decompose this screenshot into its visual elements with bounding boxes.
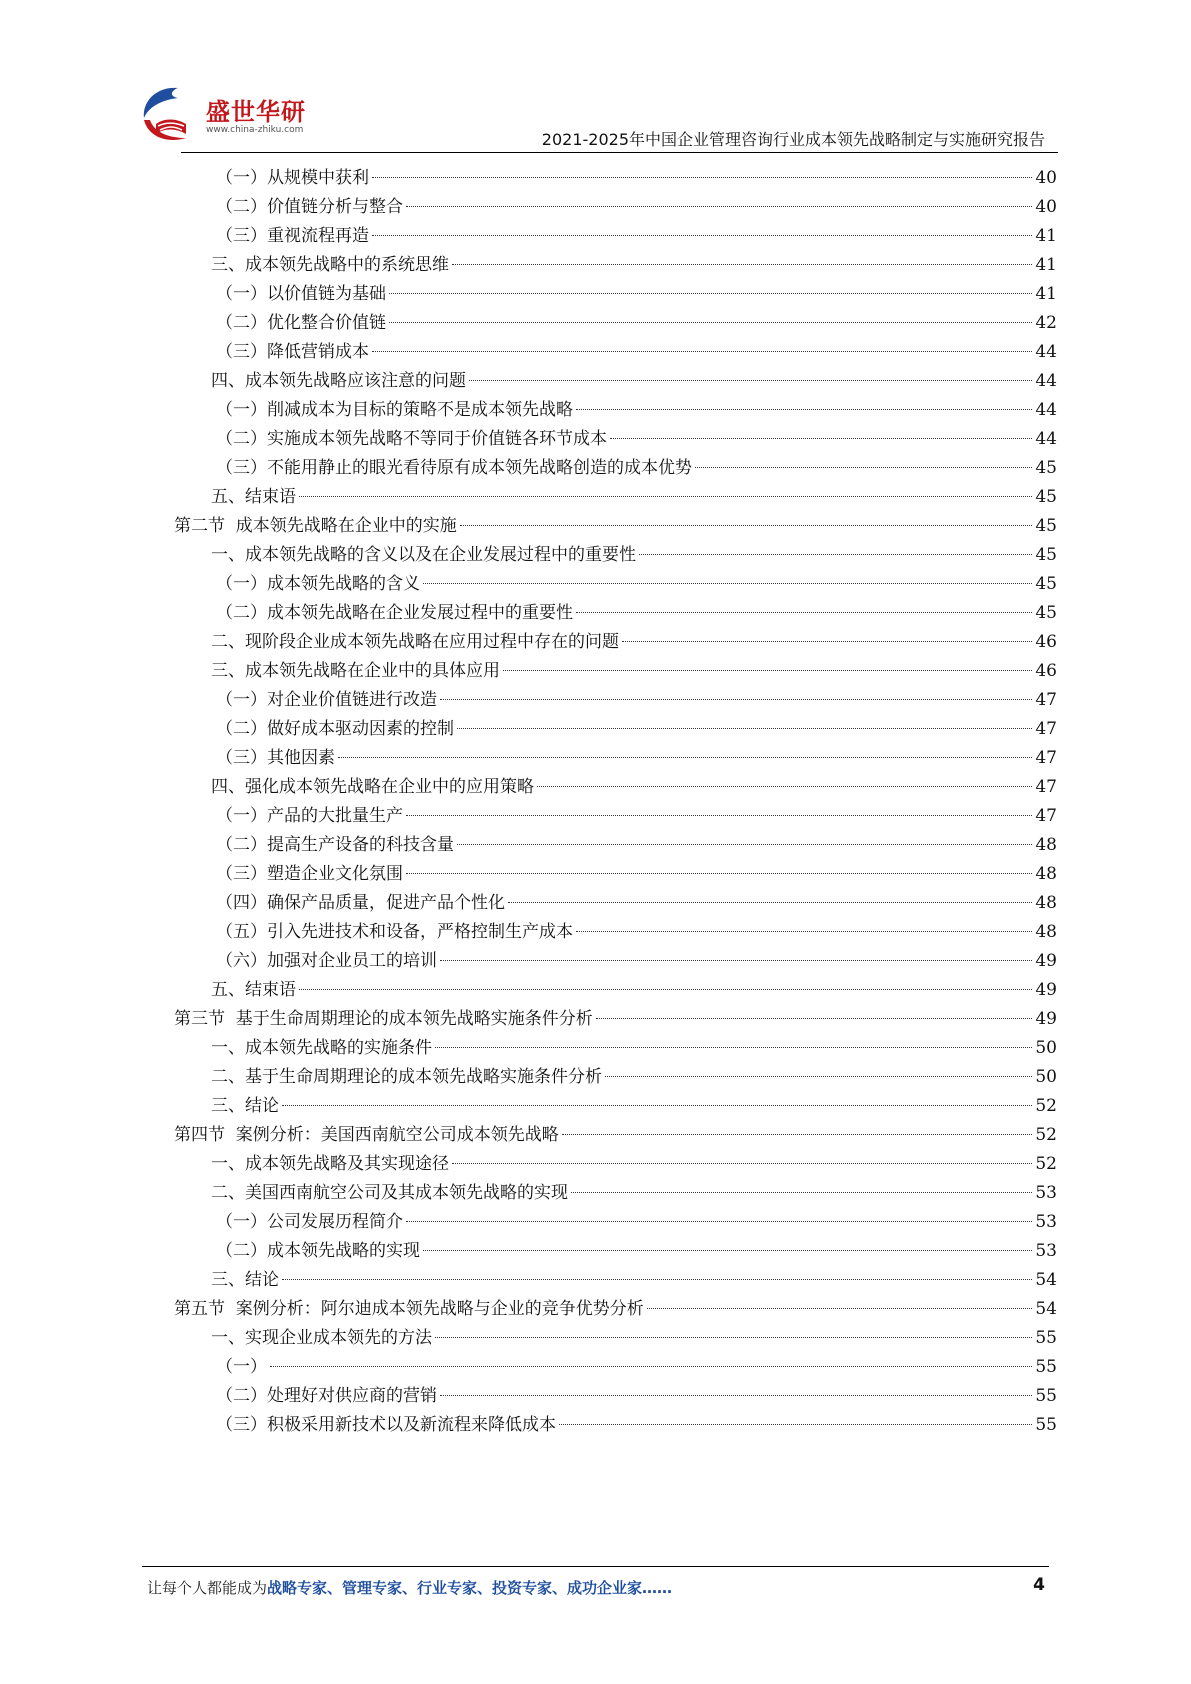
toc-dot-leader (423, 1250, 1032, 1251)
toc-dot-leader (389, 293, 1032, 294)
toc-entry-title: 一、成本领先战略的含义以及在企业发展过程中的重要性 (211, 545, 636, 565)
toc-entry[interactable] (0, 739, 1191, 770)
toc-entry[interactable] (0, 1000, 1191, 1031)
toc-dot-leader (406, 815, 1032, 816)
toc-entry-title: （二）成本领先战略在企业发展过程中的重要性 (216, 603, 573, 623)
toc-entry[interactable] (0, 391, 1191, 422)
toc-entry[interactable] (0, 971, 1191, 1002)
footer-slogan (147, 1577, 672, 1598)
toc-entry-title: （五）引入先进技术和设备，严格控制生产成本 (216, 922, 573, 942)
toc-entry-page: 48 (1035, 835, 1057, 855)
toc-entry[interactable] (0, 188, 1191, 219)
toc-entry[interactable] (0, 826, 1191, 857)
toc-dot-leader (605, 1076, 1032, 1077)
toc-entry-page: 49 (1035, 1009, 1057, 1029)
toc-entry-title: 一、成本领先战略及其实现途径 (211, 1154, 449, 1174)
toc-entry[interactable] (0, 768, 1191, 799)
toc-entry-page: 45 (1035, 574, 1057, 594)
toc-dot-leader (576, 931, 1032, 932)
toc-entry-page: 46 (1035, 632, 1057, 652)
toc-entry-page: 44 (1035, 429, 1057, 449)
toc-entry[interactable] (0, 1232, 1191, 1263)
footer-divider (142, 1566, 1049, 1567)
toc-entry-title: （三）其他因素 (216, 748, 335, 768)
toc-entry-title: （一）削减成本为目标的策略不是成本领先战略 (216, 400, 573, 420)
toc-entry-page: 54 (1035, 1299, 1057, 1319)
toc-dot-leader (457, 728, 1032, 729)
toc-entry[interactable] (0, 710, 1191, 741)
toc-dot-leader (452, 1163, 1032, 1164)
toc-entry[interactable] (0, 362, 1191, 393)
toc-entry-page: 53 (1035, 1241, 1057, 1261)
toc-dot-leader (372, 235, 1032, 236)
toc-dot-leader (596, 1018, 1033, 1019)
toc-entry-page: 45 (1035, 603, 1057, 623)
toc-dot-leader (406, 1221, 1032, 1222)
header-divider (181, 152, 1058, 153)
toc-entry-title: 第四节 案例分析：美国西南航空公司成本领先战略 (174, 1125, 559, 1145)
toc-entry[interactable] (0, 246, 1191, 277)
toc-entry-page: 54 (1035, 1270, 1057, 1290)
toc-entry[interactable] (0, 1174, 1191, 1205)
toc-entry-page: 50 (1035, 1038, 1057, 1058)
toc-entry-title: 五、结束语 (211, 980, 296, 1000)
toc-entry-title: 四、成本领先战略应该注意的问题 (211, 371, 466, 391)
toc-entry-title: （一）公司发展历程简介 (216, 1212, 403, 1232)
toc-entry-page: 40 (1035, 168, 1057, 188)
slogan-prefix: 让每个人都能成为 (147, 1579, 268, 1597)
toc-entry-title: 第五节 案例分析：阿尔迪成本领先战略与企业的竞争优势分析 (174, 1299, 644, 1319)
toc-entry[interactable] (0, 536, 1191, 567)
toc-entry-title: （三）降低营销成本 (216, 342, 369, 362)
toc-entry-title: （一）以价值链为基础 (216, 284, 386, 304)
company-logo (138, 82, 308, 152)
toc-entry-title: 三、成本领先战略中的系统思维 (211, 255, 449, 275)
toc-entry-title: （二）提高生产设备的科技含量 (216, 835, 454, 855)
toc-entry-title: （三）不能用静止的眼光看待原有成本领先战略创造的成本优势 (216, 458, 692, 478)
toc-entry[interactable] (0, 1116, 1191, 1147)
toc-entry[interactable] (0, 1058, 1191, 1089)
toc-dot-leader (576, 409, 1032, 410)
toc-entry-title: （三）塑造企业文化氛围 (216, 864, 403, 884)
toc-dot-leader (508, 902, 1032, 903)
toc-dot-leader (389, 322, 1032, 323)
toc-entry-page: 46 (1035, 661, 1057, 681)
toc-dot-leader (282, 1279, 1032, 1280)
toc-entry-page: 52 (1035, 1096, 1057, 1116)
toc-entry-page: 55 (1035, 1328, 1057, 1348)
toc-entry-title: （二）优化整合价值链 (216, 313, 386, 333)
toc-entry[interactable] (0, 1377, 1191, 1408)
toc-entry-title: 第二节 成本领先战略在企业中的实施 (174, 516, 457, 536)
toc-entry-page: 41 (1035, 226, 1057, 246)
slogan-emphasis: 战略专家、管理专家、行业专家、投资专家、成功企业家…… (267, 1579, 673, 1597)
toc-entry[interactable] (0, 304, 1191, 335)
toc-entry[interactable] (0, 1087, 1191, 1118)
toc-entry-page: 44 (1035, 342, 1057, 362)
toc-dot-leader (299, 989, 1032, 990)
toc-entry-title: 二、现阶段企业成本领先战略在应用过程中存在的问题 (211, 632, 619, 652)
toc-entry-page: 52 (1035, 1154, 1057, 1174)
toc-dot-leader (423, 583, 1032, 584)
toc-entry-page: 52 (1035, 1125, 1057, 1145)
toc-entry-title: （二）处理好对供应商的营销 (216, 1386, 437, 1406)
toc-entry[interactable] (0, 507, 1191, 538)
toc-entry-page: 44 (1035, 371, 1057, 391)
toc-entry[interactable] (0, 333, 1191, 364)
toc-entry-title: 三、结论 (211, 1270, 279, 1290)
toc-entry[interactable] (0, 565, 1191, 596)
toc-entry-page: 47 (1035, 777, 1057, 797)
toc-entry-page: 53 (1035, 1212, 1057, 1232)
toc-entry[interactable] (0, 1145, 1191, 1176)
toc-entry-page: 47 (1035, 719, 1057, 739)
toc-entry-page: 44 (1035, 400, 1057, 420)
toc-dot-leader (338, 757, 1032, 758)
logo-emblem-icon (138, 84, 204, 146)
report-title: 2021-2025年中国企业管理咨询行业成本领先战略制定与实施研究报告 (541, 130, 1045, 149)
toc-entry-title: 四、强化成本领先战略在企业中的应用策略 (211, 777, 534, 797)
toc-dot-leader (562, 1134, 1033, 1135)
toc-entry-page: 47 (1035, 690, 1057, 710)
toc-entry-page: 45 (1035, 458, 1057, 478)
toc-entry[interactable] (0, 884, 1191, 915)
toc-entry-page: 48 (1035, 864, 1057, 884)
toc-entry[interactable] (0, 449, 1191, 480)
toc-entry-title: （一）产品的大批量生产 (216, 806, 403, 826)
toc-dot-leader (406, 206, 1032, 207)
toc-entry-page: 41 (1035, 255, 1057, 275)
toc-entry-title: 三、结论 (211, 1096, 279, 1116)
toc-dot-leader (440, 960, 1032, 961)
toc-entry-title: （一）成本领先战略的含义 (216, 574, 420, 594)
toc-dot-leader (282, 1105, 1032, 1106)
toc-entry-title: 一、成本领先战略的实施条件 (211, 1038, 432, 1058)
toc-entry-page: 55 (1035, 1415, 1057, 1435)
toc-entry-title: （三）重视流程再造 (216, 226, 369, 246)
toc-dot-leader (435, 1337, 1032, 1338)
toc-dot-leader (559, 1424, 1032, 1425)
toc-entry-title: （一） (216, 1357, 267, 1377)
logo-website: www.china-zhiku.com (206, 125, 304, 135)
toc-entry-page: 42 (1035, 313, 1057, 333)
toc-dot-leader (406, 873, 1032, 874)
toc-entry-title: 二、美国西南航空公司及其成本领先战略的实现 (211, 1183, 568, 1203)
toc-entry[interactable] (0, 159, 1191, 190)
toc-entry[interactable] (0, 420, 1191, 451)
toc-dot-leader (457, 844, 1032, 845)
toc-entry[interactable] (0, 1203, 1191, 1234)
toc-entry[interactable] (0, 275, 1191, 306)
toc-dot-leader (695, 467, 1032, 468)
toc-entry-title: （一）从规模中获利 (216, 168, 369, 188)
toc-entry-title: 五、结束语 (211, 487, 296, 507)
toc-entry-page: 50 (1035, 1067, 1057, 1087)
toc-dot-leader (440, 1395, 1032, 1396)
toc-entry-title: 三、成本领先战略在企业中的具体应用 (211, 661, 500, 681)
toc-dot-leader (435, 1047, 1032, 1048)
toc-entry-page: 55 (1035, 1386, 1057, 1406)
page-header (0, 0, 1191, 160)
toc-dot-leader (610, 438, 1032, 439)
toc-entry-title: （二）做好成本驱动因素的控制 (216, 719, 454, 739)
toc-entry-title: （二）价值链分析与整合 (216, 197, 403, 217)
toc-entry-title: （二）成本领先战略的实现 (216, 1241, 420, 1261)
toc-dot-leader (571, 1192, 1032, 1193)
toc-dot-leader (270, 1366, 1032, 1367)
toc-entry[interactable] (0, 652, 1191, 683)
toc-entry[interactable] (0, 1348, 1191, 1379)
toc-dot-leader (537, 786, 1032, 787)
toc-entry[interactable] (0, 1261, 1191, 1292)
toc-entry-title: 一、实现企业成本领先的方法 (211, 1328, 432, 1348)
toc-entry-page: 55 (1035, 1357, 1057, 1377)
toc-entry[interactable] (0, 855, 1191, 886)
toc-dot-leader (460, 525, 1033, 526)
toc-dot-leader (503, 670, 1032, 671)
toc-entry-page: 45 (1035, 487, 1057, 507)
toc-entry[interactable] (0, 913, 1191, 944)
toc-entry-title: （六）加强对企业员工的培训 (216, 951, 437, 971)
toc-dot-leader (622, 641, 1032, 642)
toc-entry-title: （二）实施成本领先战略不等同于价值链各环节成本 (216, 429, 607, 449)
toc-entry[interactable] (0, 681, 1191, 712)
page-number: 4 (1033, 1575, 1045, 1595)
toc-entry[interactable] (0, 217, 1191, 248)
toc-dot-leader (639, 554, 1032, 555)
toc-entry-page: 41 (1035, 284, 1057, 304)
toc-entry[interactable] (0, 1290, 1191, 1321)
toc-entry[interactable] (0, 594, 1191, 625)
toc-entry-page: 45 (1035, 516, 1057, 536)
toc-dot-leader (372, 351, 1032, 352)
logo-brand-name: 盛世华研 (206, 98, 306, 126)
toc-dot-leader (576, 612, 1032, 613)
toc-entry-title: （三）积极采用新技术以及新流程来降低成本 (216, 1415, 556, 1435)
toc-entry-page: 53 (1035, 1183, 1057, 1203)
toc-entry[interactable] (0, 797, 1191, 828)
toc-entry[interactable] (0, 1029, 1191, 1060)
toc-dot-leader (469, 380, 1032, 381)
toc-dot-leader (647, 1308, 1033, 1309)
toc-entry-page: 49 (1035, 951, 1057, 971)
toc-entry-page: 48 (1035, 893, 1057, 913)
toc-entry-title: （一）对企业价值链进行改造 (216, 690, 437, 710)
toc-entry[interactable] (0, 1406, 1191, 1437)
toc-dot-leader (452, 264, 1032, 265)
toc-entry-title: 二、基于生命周期理论的成本领先战略实施条件分析 (211, 1067, 602, 1087)
toc-entry[interactable] (0, 623, 1191, 654)
toc-entry-title: （四）确保产品质量，促进产品个性化 (216, 893, 505, 913)
toc-entry-page: 48 (1035, 922, 1057, 942)
toc-entry-page: 40 (1035, 197, 1057, 217)
toc-entry[interactable] (0, 478, 1191, 509)
toc-dot-leader (440, 699, 1032, 700)
toc-entry-title: 第三节 基于生命周期理论的成本领先战略实施条件分析 (174, 1009, 593, 1029)
toc-entry-page: 45 (1035, 545, 1057, 565)
toc-entry[interactable] (0, 1319, 1191, 1350)
toc-dot-leader (299, 496, 1032, 497)
toc-entry-page: 47 (1035, 806, 1057, 826)
toc-entry[interactable] (0, 942, 1191, 973)
toc-entry-page: 47 (1035, 748, 1057, 768)
toc-dot-leader (372, 177, 1032, 178)
toc-entry-page: 49 (1035, 980, 1057, 1000)
